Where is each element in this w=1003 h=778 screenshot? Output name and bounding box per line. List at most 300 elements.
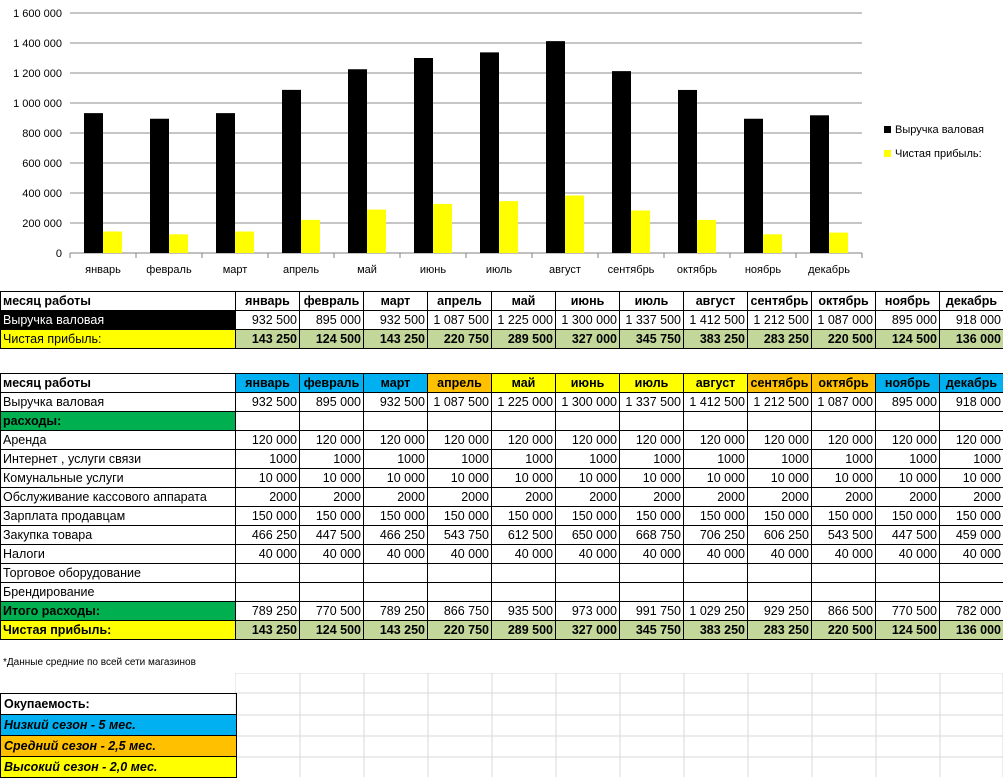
expense-value <box>940 564 1003 583</box>
revenue-bar <box>282 90 301 253</box>
month-header: ноябрь <box>876 374 940 393</box>
expense-value <box>492 583 556 602</box>
expense-value: 150 000 <box>620 507 684 526</box>
total-value: 770 500 <box>300 602 364 621</box>
expense-value: 447 500 <box>876 526 940 545</box>
payback-high-season: Высокий сезон - 2,0 мес. <box>1 757 237 778</box>
x-tick-label: октябрь <box>677 264 717 276</box>
expense-label: Налоги <box>1 545 236 564</box>
empty-cell <box>876 412 940 431</box>
profit-value: 289 500 <box>492 330 556 349</box>
y-tick-label: 1 400 000 <box>13 38 62 50</box>
expense-value: 1000 <box>620 450 684 469</box>
expense-value: 40 000 <box>492 545 556 564</box>
expense-value: 120 000 <box>684 431 748 450</box>
expense-value: 2000 <box>748 488 812 507</box>
expense-value: 120 000 <box>748 431 812 450</box>
revenue-bar <box>744 119 763 253</box>
expense-value: 150 000 <box>428 507 492 526</box>
expense-value: 150 000 <box>876 507 940 526</box>
revenue-value: 895 000 <box>300 393 364 412</box>
chart-legend <box>884 124 984 160</box>
revenue-row <box>1 393 1003 412</box>
total-value: 973 000 <box>556 602 620 621</box>
header-row <box>1 374 1003 393</box>
month-header: октябрь <box>812 374 876 393</box>
expense-value: 120 000 <box>236 431 300 450</box>
profit-value: 220 500 <box>812 621 876 640</box>
profit-value: 136 000 <box>940 621 1003 640</box>
expense-value: 466 250 <box>364 526 428 545</box>
expense-value <box>812 583 876 602</box>
payback-title: Окупаемость: <box>1 694 237 715</box>
expense-value: 2000 <box>620 488 684 507</box>
month-header: май <box>492 374 556 393</box>
profit-bar <box>829 233 848 253</box>
expense-value <box>876 564 940 583</box>
empty-cell <box>684 412 748 431</box>
profit-value: 327 000 <box>556 621 620 640</box>
expense-value: 706 250 <box>684 526 748 545</box>
expense-value <box>620 583 684 602</box>
profit-row <box>1 621 1003 640</box>
expense-label: Интернет , услуги связи <box>1 450 236 469</box>
expense-label: Торговое оборудование <box>1 564 236 583</box>
payback-mid-season: Средний сезон - 2,5 мес. <box>1 736 237 757</box>
profit-bar <box>631 211 650 253</box>
expense-value: 40 000 <box>556 545 620 564</box>
revenue-bar <box>150 119 169 253</box>
profit-value: 283 250 <box>748 330 812 349</box>
revenue-value: 1 212 500 <box>748 311 812 330</box>
expense-value: 150 000 <box>364 507 428 526</box>
header-label: месяц работы <box>1 374 236 393</box>
month-header: апрель <box>428 374 492 393</box>
revenue-value: 1 087 000 <box>812 311 876 330</box>
revenue-value: 932 500 <box>236 393 300 412</box>
revenue-value: 1 300 000 <box>556 393 620 412</box>
expense-value: 10 000 <box>940 469 1003 488</box>
expense-row <box>1 545 1003 564</box>
revenue-value: 1 412 500 <box>684 311 748 330</box>
expense-value: 10 000 <box>428 469 492 488</box>
expense-value: 150 000 <box>940 507 1003 526</box>
expense-value <box>684 583 748 602</box>
revenue-value: 1 337 500 <box>620 393 684 412</box>
profit-bar <box>433 204 452 253</box>
expense-value: 1000 <box>236 450 300 469</box>
expense-value: 1000 <box>940 450 1003 469</box>
y-tick-label: 1 600 000 <box>13 8 62 20</box>
expense-value <box>236 564 300 583</box>
expense-value <box>748 564 812 583</box>
x-tick-label: февраль <box>146 264 192 276</box>
expense-row <box>1 450 1003 469</box>
total-value: 991 750 <box>620 602 684 621</box>
expense-value: 150 000 <box>684 507 748 526</box>
x-tick-label: июнь <box>420 264 446 276</box>
empty-cell <box>748 412 812 431</box>
expense-value <box>684 564 748 583</box>
revenue-value: 1 300 000 <box>556 311 620 330</box>
x-tick-label: июль <box>486 264 513 276</box>
month-header: сентябрь <box>748 292 812 311</box>
revenue-bar <box>810 115 829 253</box>
empty-cell <box>620 412 684 431</box>
payback-low-season: Низкий сезон - 5 мес. <box>1 715 237 736</box>
expense-value: 40 000 <box>812 545 876 564</box>
profit-value: 220 500 <box>812 330 876 349</box>
expense-value: 150 000 <box>812 507 876 526</box>
expense-value: 1000 <box>492 450 556 469</box>
empty-cell <box>556 412 620 431</box>
header-row <box>1 292 1003 311</box>
expense-value: 120 000 <box>492 431 556 450</box>
expense-value: 1000 <box>428 450 492 469</box>
expense-value: 40 000 <box>620 545 684 564</box>
month-header: август <box>684 292 748 311</box>
expense-value <box>876 583 940 602</box>
expense-value: 10 000 <box>236 469 300 488</box>
total-value: 866 750 <box>428 602 492 621</box>
revenue-label: Выручка валовая <box>1 393 236 412</box>
profit-value: 289 500 <box>492 621 556 640</box>
revenue-bar <box>84 113 103 253</box>
expense-row <box>1 431 1003 450</box>
profit-label: Чистая прибыль: <box>1 621 236 640</box>
month-header: ноябрь <box>876 292 940 311</box>
x-tick-label: январь <box>85 264 121 276</box>
revenue-value: 895 000 <box>876 393 940 412</box>
expense-value: 612 500 <box>492 526 556 545</box>
x-tick-label: май <box>357 264 377 276</box>
expense-value: 650 000 <box>556 526 620 545</box>
expense-value: 10 000 <box>300 469 364 488</box>
profit-value: 345 750 <box>620 621 684 640</box>
month-header: июль <box>620 292 684 311</box>
expense-label: Брендирование <box>1 583 236 602</box>
expense-value: 120 000 <box>428 431 492 450</box>
profit-value: 124 500 <box>300 621 364 640</box>
month-header: декабрь <box>940 292 1003 311</box>
expense-value: 2000 <box>428 488 492 507</box>
expense-value: 1000 <box>556 450 620 469</box>
expense-value: 2000 <box>236 488 300 507</box>
expense-value <box>364 564 428 583</box>
revenue-value: 918 000 <box>940 393 1003 412</box>
revenue-label: Выручка валовая <box>1 311 236 330</box>
total-value: 935 500 <box>492 602 556 621</box>
month-header: март <box>364 374 428 393</box>
profit-bar <box>301 220 320 253</box>
empty-cell <box>364 412 428 431</box>
revenue-value: 1 212 500 <box>748 393 812 412</box>
expense-value: 150 000 <box>556 507 620 526</box>
x-tick-label: март <box>223 264 248 276</box>
total-value: 929 250 <box>748 602 812 621</box>
revenue-value: 895 000 <box>300 311 364 330</box>
expense-value <box>300 583 364 602</box>
expense-value <box>492 564 556 583</box>
footnote: *Данные средние по всей сети магазинов <box>3 657 196 668</box>
revenue-value: 1 225 000 <box>492 393 556 412</box>
profit-bar <box>763 234 782 253</box>
empty-cell <box>940 412 1003 431</box>
expense-value <box>428 564 492 583</box>
x-tick-label: сентябрь <box>608 264 655 276</box>
month-header: февраль <box>300 292 364 311</box>
expense-value: 40 000 <box>940 545 1003 564</box>
empty-cell <box>300 412 364 431</box>
expense-value <box>620 564 684 583</box>
month-header: апрель <box>428 292 492 311</box>
expense-value: 1000 <box>748 450 812 469</box>
x-axis-tick-labels <box>85 264 850 276</box>
expense-label: Зарплата продавцам <box>1 507 236 526</box>
empty-cell <box>428 412 492 431</box>
y-tick-label: 800 000 <box>22 128 62 140</box>
month-header: сентябрь <box>748 374 812 393</box>
detailed-table <box>0 373 1003 640</box>
expense-value: 10 000 <box>492 469 556 488</box>
expense-value <box>364 583 428 602</box>
profit-bar <box>169 234 188 253</box>
y-tick-label: 200 000 <box>22 218 62 230</box>
expense-value: 10 000 <box>364 469 428 488</box>
y-tick-label: 1 000 000 <box>13 98 62 110</box>
total-value: 789 250 <box>236 602 300 621</box>
month-header: январь <box>236 374 300 393</box>
profit-value: 283 250 <box>748 621 812 640</box>
expense-value: 10 000 <box>812 469 876 488</box>
expense-row <box>1 526 1003 545</box>
expense-value: 40 000 <box>364 545 428 564</box>
revenue-bar <box>480 52 499 253</box>
revenue-value: 1 087 500 <box>428 393 492 412</box>
total-value: 789 250 <box>364 602 428 621</box>
total-expenses-row <box>1 602 1003 621</box>
expense-value: 2000 <box>556 488 620 507</box>
expense-value: 10 000 <box>620 469 684 488</box>
month-header: июль <box>620 374 684 393</box>
revenue-bar <box>216 113 235 253</box>
expense-value: 40 000 <box>876 545 940 564</box>
profit-value: 143 250 <box>236 330 300 349</box>
expense-value: 120 000 <box>940 431 1003 450</box>
expense-label: Обслуживание кассового аппарата <box>1 488 236 507</box>
expense-value: 668 750 <box>620 526 684 545</box>
expense-label: Аренда <box>1 431 236 450</box>
month-header: октябрь <box>812 292 876 311</box>
expense-value: 10 000 <box>684 469 748 488</box>
profit-value: 383 250 <box>684 621 748 640</box>
profit-row <box>1 330 1003 349</box>
revenue-value: 1 337 500 <box>620 311 684 330</box>
profit-value: 345 750 <box>620 330 684 349</box>
expense-value: 40 000 <box>236 545 300 564</box>
expense-value <box>812 564 876 583</box>
revenue-bar <box>348 69 367 253</box>
revenue-value: 895 000 <box>876 311 940 330</box>
x-tick-label: август <box>549 264 581 276</box>
legend-label: Выручка валовая <box>895 124 984 136</box>
expense-value: 120 000 <box>556 431 620 450</box>
empty-cell <box>812 412 876 431</box>
month-header: май <box>492 292 556 311</box>
total-label: Итого расходы: <box>1 602 236 621</box>
month-header: март <box>364 292 428 311</box>
expense-value <box>300 564 364 583</box>
expense-value: 150 000 <box>748 507 812 526</box>
revenue-value: 918 000 <box>940 311 1003 330</box>
expense-value <box>428 583 492 602</box>
profit-value: 220 750 <box>428 330 492 349</box>
total-value: 866 500 <box>812 602 876 621</box>
y-tick-label: 600 000 <box>22 158 62 170</box>
expense-value: 1000 <box>300 450 364 469</box>
month-header: декабрь <box>940 374 1003 393</box>
total-value: 782 000 <box>940 602 1003 621</box>
profit-value: 124 500 <box>300 330 364 349</box>
expense-value: 459 000 <box>940 526 1003 545</box>
expense-value: 1000 <box>364 450 428 469</box>
profit-value: 143 250 <box>236 621 300 640</box>
expense-row <box>1 469 1003 488</box>
month-header: февраль <box>300 374 364 393</box>
total-value: 770 500 <box>876 602 940 621</box>
revenue-value: 1 412 500 <box>684 393 748 412</box>
summary-table <box>0 291 1003 349</box>
profit-bar <box>367 210 386 253</box>
payback-block <box>0 693 237 778</box>
expense-label: Закупка товара <box>1 526 236 545</box>
x-tick-label: апрель <box>283 264 319 276</box>
expense-value: 40 000 <box>748 545 812 564</box>
expense-value: 2000 <box>876 488 940 507</box>
profit-value: 124 500 <box>876 330 940 349</box>
month-header: июнь <box>556 292 620 311</box>
expense-value: 543 750 <box>428 526 492 545</box>
expense-value: 150 000 <box>236 507 300 526</box>
expense-value: 150 000 <box>492 507 556 526</box>
profit-bar <box>697 220 716 253</box>
expense-value <box>748 583 812 602</box>
legend-label: Чистая прибыль: <box>895 148 982 160</box>
y-tick-label: 400 000 <box>22 188 62 200</box>
expense-value: 2000 <box>812 488 876 507</box>
expense-row <box>1 507 1003 526</box>
revenue-value: 932 500 <box>236 311 300 330</box>
chart-gridlines <box>70 13 862 258</box>
header-label: месяц работы <box>1 292 236 311</box>
profit-value: 143 250 <box>364 330 428 349</box>
legend-swatch <box>884 126 891 133</box>
expense-value: 2000 <box>364 488 428 507</box>
expense-value: 2000 <box>300 488 364 507</box>
y-tick-label: 1 200 000 <box>13 68 62 80</box>
spreadsheet-empty-grid <box>235 673 1003 777</box>
profit-bar <box>103 232 122 253</box>
expense-row <box>1 488 1003 507</box>
legend-swatch <box>884 150 891 157</box>
expense-value: 40 000 <box>428 545 492 564</box>
expenses-label: расходы: <box>1 412 236 431</box>
expense-value: 120 000 <box>812 431 876 450</box>
x-tick-label: ноябрь <box>745 264 782 276</box>
expense-value: 1000 <box>684 450 748 469</box>
expense-row <box>1 564 1003 583</box>
expense-value: 10 000 <box>556 469 620 488</box>
expense-value <box>236 583 300 602</box>
revenue-bar <box>414 58 433 253</box>
empty-cell <box>236 412 300 431</box>
profit-value: 136 000 <box>940 330 1003 349</box>
profit-value: 220 750 <box>428 621 492 640</box>
profit-value: 327 000 <box>556 330 620 349</box>
expense-value: 120 000 <box>876 431 940 450</box>
expense-value: 10 000 <box>748 469 812 488</box>
y-axis-tick-labels <box>13 8 62 260</box>
revenue-value: 932 500 <box>364 311 428 330</box>
expense-value: 543 500 <box>812 526 876 545</box>
profit-label: Чистая прибыль: <box>1 330 236 349</box>
expense-value: 40 000 <box>300 545 364 564</box>
expense-value: 606 250 <box>748 526 812 545</box>
revenue-profit-bar-chart <box>0 0 1003 285</box>
revenue-bar <box>678 90 697 253</box>
profit-bar <box>499 201 518 253</box>
expenses-header-row <box>1 412 1003 431</box>
expense-value: 2000 <box>492 488 556 507</box>
profit-value: 124 500 <box>876 621 940 640</box>
expense-value: 150 000 <box>300 507 364 526</box>
y-tick-label: 0 <box>56 248 62 260</box>
expense-value: 2000 <box>684 488 748 507</box>
expense-value: 40 000 <box>684 545 748 564</box>
month-header: январь <box>236 292 300 311</box>
total-value: 1 029 250 <box>684 602 748 621</box>
expense-value: 1000 <box>876 450 940 469</box>
expense-value: 447 500 <box>300 526 364 545</box>
expense-value: 466 250 <box>236 526 300 545</box>
expense-value: 2000 <box>940 488 1003 507</box>
revenue-bar <box>612 71 631 253</box>
revenue-row <box>1 311 1003 330</box>
revenue-value: 1 225 000 <box>492 311 556 330</box>
month-header: июнь <box>556 374 620 393</box>
expense-value: 1000 <box>812 450 876 469</box>
expense-value: 120 000 <box>364 431 428 450</box>
revenue-value: 1 087 000 <box>812 393 876 412</box>
revenue-value: 932 500 <box>364 393 428 412</box>
expense-value <box>940 583 1003 602</box>
expense-value: 120 000 <box>300 431 364 450</box>
profit-value: 383 250 <box>684 330 748 349</box>
profit-bar <box>235 232 254 253</box>
expense-value <box>556 583 620 602</box>
empty-cell <box>492 412 556 431</box>
revenue-bar <box>546 41 565 253</box>
expense-label: Комунальные услуги <box>1 469 236 488</box>
x-tick-label: декабрь <box>808 264 850 276</box>
expense-value <box>556 564 620 583</box>
expense-value: 10 000 <box>876 469 940 488</box>
expense-row <box>1 583 1003 602</box>
profit-bar <box>565 196 584 253</box>
revenue-value: 1 087 500 <box>428 311 492 330</box>
month-header: август <box>684 374 748 393</box>
profit-value: 143 250 <box>364 621 428 640</box>
